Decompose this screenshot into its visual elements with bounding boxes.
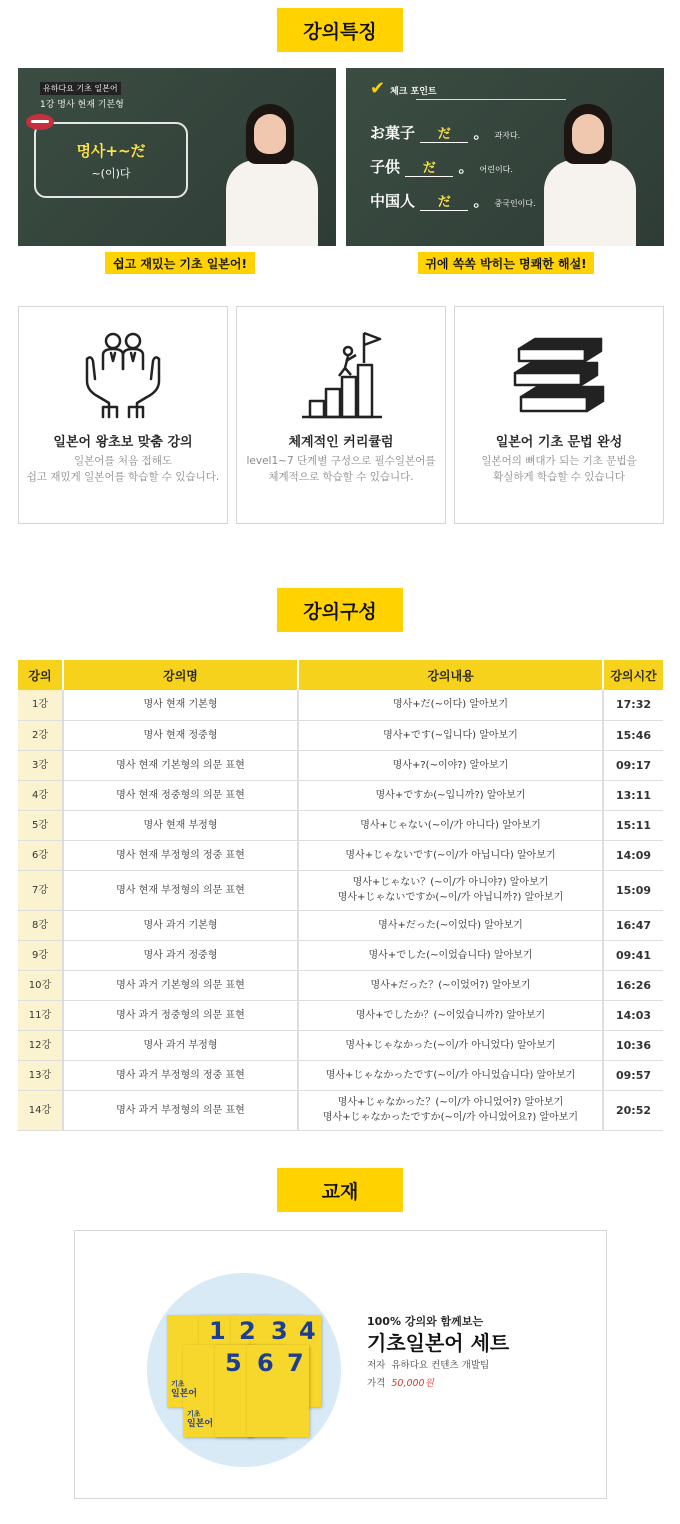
lecture-number-cell: 14강 [18,1090,63,1130]
lecture-content-cell: 명사+じゃなかったです(~이/가 아니었습니다) 알아보기 [298,1060,603,1090]
curriculum-table [18,660,663,1131]
instructor-image [218,86,328,246]
book-number: 7 [287,1349,304,1377]
video-caption-series: 유하다요 기초 일본어 [40,82,121,95]
lecture-time-cell: 16:26 [603,970,663,1000]
video-caption-lesson: 1강 명사 현재 기본형 [40,100,124,110]
lecture-name-cell: 명사 현재 정중형 [63,720,298,750]
video-thumbnail-1[interactable] [18,68,336,246]
lecture-number-cell: 6강 [18,840,63,870]
grammar-frame-title: 명사+~だ [76,142,146,160]
books-stack-icon [511,335,607,419]
lecture-content-cell: 명사+じゃなかった？(~이/가 아니었어?) 알아보기 명사+じゃなかったですか(~이/가 아니었어요?) 알아보기 [298,1090,603,1130]
lecture-time-cell: 20:52 [603,1090,663,1130]
lecture-name-cell: 명사 과거 부정형의 정중 표현 [63,1060,298,1090]
feature-description: level1~7 단계별 구성으로 필수일본어를 체계적으로 학습할 수 있습니다. [246,455,436,483]
hands-people-icon [81,329,165,419]
lecture-name-cell: 명사 현재 부정형의 정중 표현 [63,840,298,870]
lecture-number-cell: 13강 [18,1060,63,1090]
lecture-name-cell: 명사 현재 정중형의 의문 표현 [63,780,298,810]
japanese-example-row: お菓子 だ 。 과자다. [370,124,521,142]
lecture-content-cell: 명사+じゃないです(~이/가 아닙니다) 알아보기 [298,840,603,870]
feature-title: 일본어 왕초보 맞춤 강의 [53,435,193,450]
lecture-name-cell: 명사 현재 기본형의 의문 표현 [63,750,298,780]
book-number: 6 [257,1349,274,1377]
lecture-time-cell: 13:11 [603,780,663,810]
feature-card-beginner [18,306,228,524]
feature-title: 체계적인 커리큘럼 [288,435,394,450]
column-header: 강의 [18,660,63,690]
book-cover-label: 기초 일본어 [187,1410,214,1429]
japanese-example-row: 中国人 だ 。 중국인이다. [370,192,536,210]
lecture-time-cell: 14:09 [603,840,663,870]
book-subtitle: 100% 강의와 함께보는 [367,1315,484,1328]
lecture-number-cell: 7강 [18,870,63,910]
table-row [18,780,663,810]
table-row [18,840,663,870]
lecture-content-cell: 명사+だった(~이었다) 알아보기 [298,910,603,940]
table-row [18,750,663,780]
lecture-content-cell: 명사+?(~이야?) 알아보기 [298,750,603,780]
feature-card-curriculum [236,306,446,524]
lecture-content-cell: 명사+でした(~이었습니다) 알아보기 [298,940,603,970]
checkmark-icon: ✔ [370,78,386,99]
lecture-time-cell: 15:09 [603,870,663,910]
lecture-time-cell: 09:57 [603,1060,663,1090]
lecture-content-cell: 명사+でしたか？(~이었습니까?) 알아보기 [298,1000,603,1030]
lecture-number-cell: 12강 [18,1030,63,1060]
lecture-time-cell: 16:47 [603,910,663,940]
table-row [18,720,663,750]
book-number: 5 [225,1349,242,1377]
lecture-content-cell: 명사+です(~입니다) 알아보기 [298,720,603,750]
lecture-number-cell: 3강 [18,750,63,780]
table-row [18,1090,663,1130]
lecture-name-cell: 명사 과거 기본형 [63,910,298,940]
lecture-time-cell: 10:36 [603,1030,663,1060]
lecture-name-cell: 명사 과거 기본형의 의문 표현 [63,970,298,1000]
table-row [18,940,663,970]
table-row [18,1030,663,1060]
feature-description: 일본어의 뼈대가 되는 기초 문법을 확실하게 학습할 수 있습니다 [481,455,637,483]
book-number: 4 [299,1317,316,1345]
lecture-content-cell: 명사+じゃなかった(~이/가 아니었다) 알아보기 [298,1030,603,1060]
video-thumbnail-2[interactable] [346,68,664,246]
lecture-name-cell: 명사 과거 부정형 [63,1030,298,1060]
lips-icon [26,114,54,130]
lecture-content-cell: 명사+ですか(~입니까?) 알아보기 [298,780,603,810]
lecture-name-cell: 명사 현재 부정형 [63,810,298,840]
book-number: 1 [209,1317,226,1345]
book-number: 3 [271,1317,288,1345]
lecture-time-cell: 09:17 [603,750,663,780]
lecture-name-cell: 명사 현재 기본형 [63,690,298,720]
lecture-name-cell: 명사 과거 정중형 [63,940,298,970]
lecture-content-cell: 명사+だった？(~이었어?) 알아보기 [298,970,603,1000]
lecture-number-cell: 10강 [18,970,63,1000]
feature-card-grammar [454,306,664,524]
lecture-content-cell: 명사+じゃない(~이/가 아니다) 알아보기 [298,810,603,840]
lecture-number-cell: 5강 [18,810,63,840]
lecture-number-cell: 1강 [18,690,63,720]
lecture-number-cell: 4강 [18,780,63,810]
lecture-content-cell: 명사+じゃない？(~이/가 아니야?) 알아보기 명사+じゃないですか(~이/가 아닙니까?) 알아보기 [298,870,603,910]
lecture-number-cell: 9강 [18,940,63,970]
check-point-header: 체크 포인트 [390,87,437,97]
video-label-1: 쉽고 재밌는 기초 일본어! [105,252,255,274]
lecture-number-cell: 8강 [18,910,63,940]
feature-description: 일본어를 처음 접해도 쉽고 재밌게 일본어를 학습할 수 있습니다. [26,455,220,483]
lecture-time-cell: 09:41 [603,940,663,970]
lecture-content-cell: 명사+だ(~이다) 알아보기 [298,690,603,720]
book-price: 가격 50,000원 [367,1378,434,1389]
lecture-time-cell: 17:32 [603,690,663,720]
table-row [18,810,663,840]
table-row [18,870,663,910]
column-header: 강의내용 [298,660,603,690]
table-row [18,910,663,940]
section-tag-textbook: 교재 [277,1168,403,1212]
feature-title: 일본어 기초 문법 완성 [495,435,623,450]
column-header: 강의명 [63,660,298,690]
lecture-time-cell: 14:03 [603,1000,663,1030]
section-tag-curriculum: 강의구성 [277,588,403,632]
lecture-name-cell: 명사 과거 부정형의 의문 표현 [63,1090,298,1130]
book-cover-label: 기초 일본어 [171,1380,198,1399]
video-label-2: 귀에 쏙쏙 박히는 명쾌한 해설! [418,252,594,274]
table-row [18,1060,663,1090]
grammar-frame [34,122,188,198]
book-title: 기초일본어 세트 [367,1331,510,1355]
lecture-name-cell: 명사 과거 정중형의 의문 표현 [63,1000,298,1030]
lecture-number-cell: 11강 [18,1000,63,1030]
textbook-card[interactable] [74,1230,607,1499]
table-row [18,970,663,1000]
column-header: 강의시간 [603,660,663,690]
table-row [18,1000,663,1030]
japanese-example-row: 子供 だ 。 어린이다. [370,158,513,176]
table-row [18,690,663,720]
instructor-image [536,86,646,246]
stairs-flag-icon [296,329,386,419]
lecture-time-cell: 15:46 [603,720,663,750]
grammar-frame-sub: ~(이)다 [91,167,131,180]
book-number: 2 [239,1317,256,1345]
lecture-number-cell: 2강 [18,720,63,750]
lecture-name-cell: 명사 현재 부정형의 의문 표현 [63,870,298,910]
section-tag-features: 강의특징 [277,8,403,52]
lecture-time-cell: 15:11 [603,810,663,840]
book-author: 저자 유하다요 컨텐츠 개발팀 [367,1360,490,1371]
table-header-row [18,660,663,690]
